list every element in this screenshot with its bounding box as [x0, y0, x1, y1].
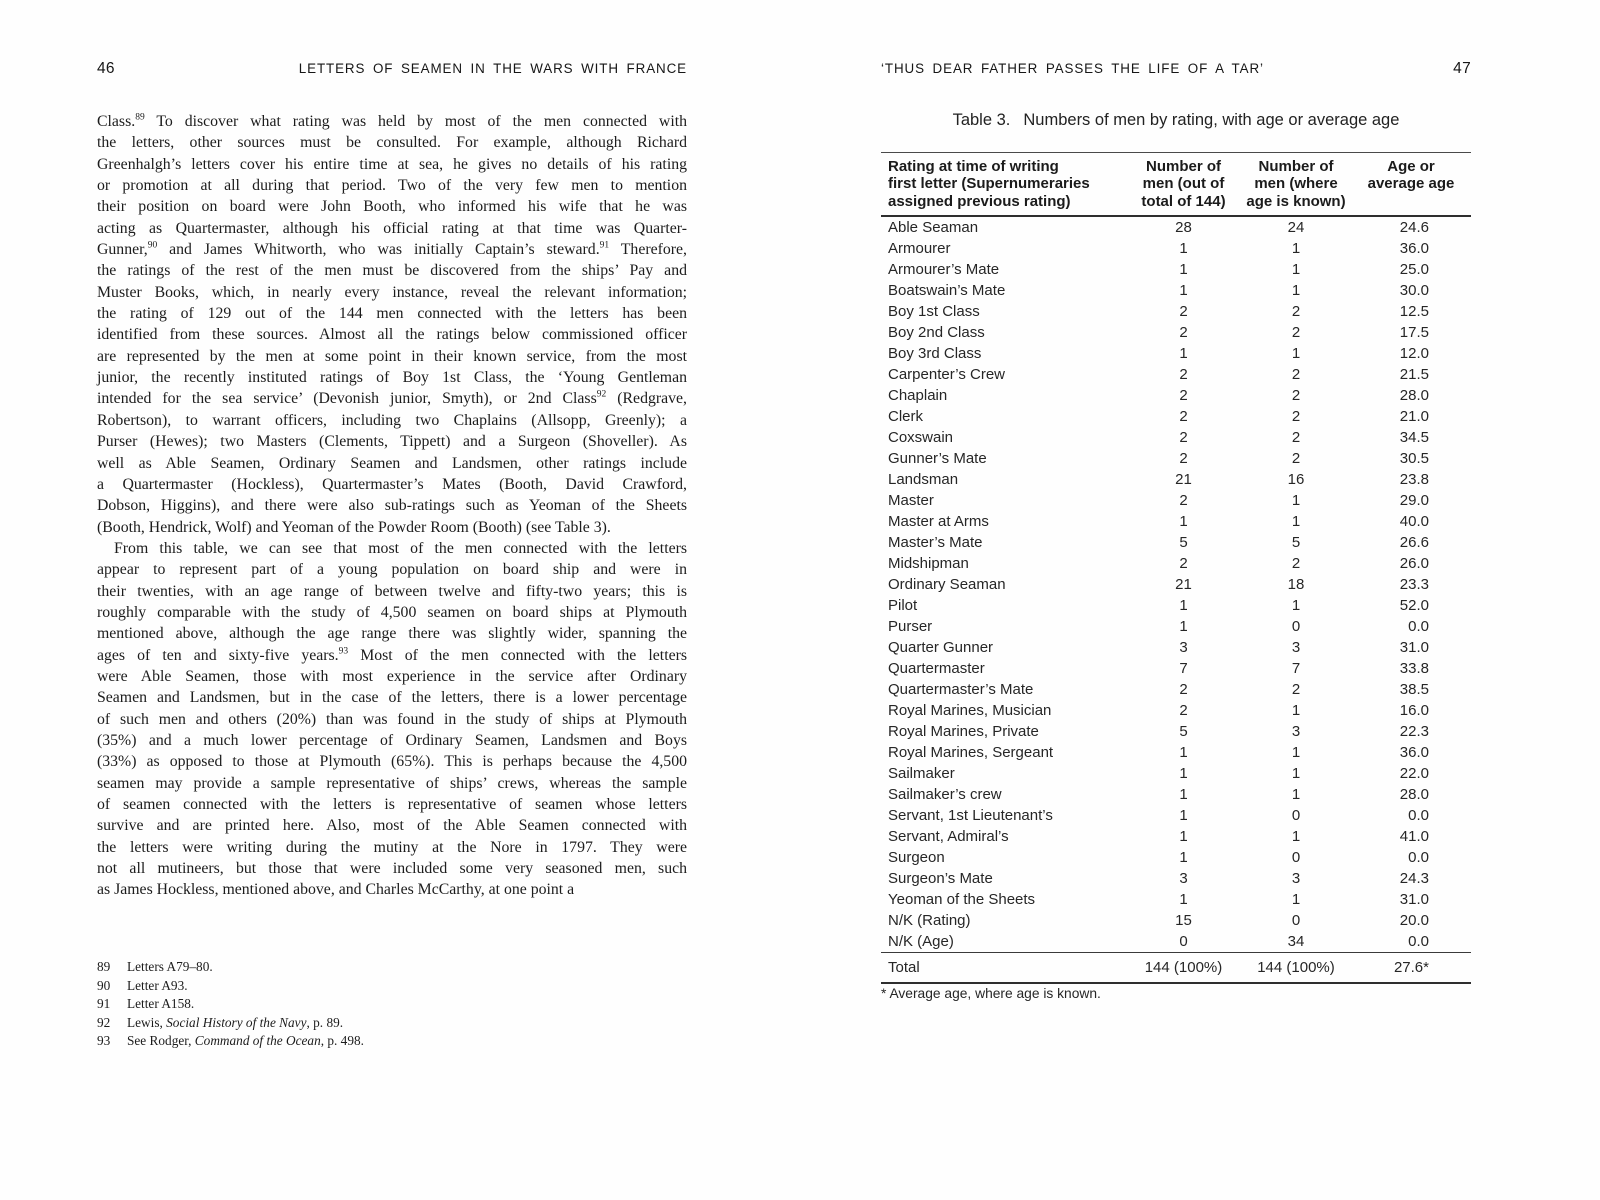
body-line: Muster Books, which, in nearly every instance, reveal the relevant information;	[97, 283, 687, 301]
header-line: Age or	[1387, 158, 1435, 175]
cell-n-total: 2	[1179, 365, 1188, 383]
footnote-ref: 93	[338, 646, 349, 657]
cell-n-total: 1	[1179, 344, 1188, 362]
table-row	[881, 616, 1471, 637]
cell-n-known: 1	[1291, 491, 1301, 509]
cell-rating: Servant, Admiral’s	[888, 827, 1009, 845]
table-row	[881, 490, 1471, 511]
body-line: seamen may provide a sample representative of ships’ crews, whereas the sample	[97, 774, 687, 792]
cell-n-total: 1	[1179, 617, 1188, 635]
body-line: or promotion at all during that period. Two of the very few men to mention	[97, 177, 687, 195]
header-line: total of 144)	[1141, 192, 1226, 210]
cell-n-known: 1	[1291, 701, 1301, 719]
table-row	[881, 301, 1471, 322]
cell-n-total: 1	[1179, 827, 1188, 845]
cell-n-total: 3	[1179, 638, 1188, 656]
cell-n-known: 0	[1291, 911, 1301, 929]
cell-rating: Pilot	[888, 596, 918, 614]
cell-rating: Clerk	[888, 407, 924, 425]
body-line: Gunner,$^{90}$ and James Whitworth, who was initially Captain’s steward.$^{91}$ Therefore,	[97, 240, 687, 259]
footnote-item	[97, 1032, 687, 1051]
cell-age: 30.0	[1399, 281, 1429, 299]
header-line: men (where	[1254, 175, 1338, 193]
footnote-number: 91	[97, 996, 111, 1012]
table-row	[881, 406, 1471, 427]
cell-rating: Surgeon	[888, 848, 945, 866]
cell-rating: Armourer	[888, 239, 951, 257]
cell-rating: Surgeon’s Mate	[888, 869, 993, 887]
body-line: intended for the sea service’ (Devonish junior, Smyth), or 2nd Class$^{92}$ (Redgrave,	[97, 390, 687, 408]
cell-n-known: 0	[1291, 617, 1301, 635]
footnote-ref: 92	[596, 390, 607, 401]
cell-n-total: 1	[1179, 848, 1188, 866]
header-line: Number of	[1258, 158, 1334, 175]
cell-age: 0.0	[1408, 848, 1429, 866]
cell-n-total: 3	[1179, 869, 1188, 887]
cell-age: 0.0	[1408, 617, 1429, 635]
body-line: appear to represent part of a young population on board ship and were in	[97, 561, 687, 579]
cell-rating: N/K (Rating)	[888, 911, 971, 929]
body-line: were Able Seamen, those with most experience in the service after Ordinary	[97, 667, 687, 685]
header-cell-men-age-known	[1241, 158, 1351, 210]
body-line: (35%) and a much lower percentage of Ordinary Seamen, Landsmen and Boys	[97, 731, 687, 749]
body-line: identified from these sources. Almost all the ratings below commissioned officer	[97, 326, 687, 344]
cell-rating: Boy 2nd Class	[888, 323, 985, 341]
table-row	[881, 805, 1471, 826]
footnote-text: Lewis, Social History of the Navy, p. 89.	[127, 1014, 344, 1030]
cell-age: 26.0	[1399, 554, 1429, 572]
cell-n-total: 7	[1179, 659, 1188, 677]
cell-age: 20.0	[1399, 911, 1429, 929]
footnote-number: 92	[97, 1014, 111, 1030]
cell-n-total: 1	[1179, 239, 1188, 257]
cell-n-known: 2	[1291, 386, 1301, 404]
table-row	[881, 826, 1471, 847]
cell-n-total: 2	[1179, 323, 1188, 341]
cell-age: 23.3	[1399, 575, 1429, 593]
cell-age: 28.0	[1399, 785, 1429, 803]
table-row	[881, 910, 1471, 931]
cell-n-known: 2	[1291, 365, 1301, 383]
footnote-number: 90	[97, 977, 111, 993]
cell-age: 12.5	[1399, 302, 1429, 320]
footnote-item	[97, 995, 687, 1014]
cell-n-total: 1	[1179, 596, 1188, 614]
cell-age: 36.0	[1399, 239, 1429, 257]
right-page-header	[881, 60, 1471, 78]
table-row	[881, 532, 1471, 553]
cell-n-total: 2	[1179, 386, 1188, 404]
table-row	[881, 238, 1471, 259]
cell-n-known: 24	[1287, 218, 1305, 236]
cell-n-known: 1	[1291, 260, 1301, 278]
left-page-header	[97, 60, 687, 78]
cell-age: 40.0	[1399, 512, 1429, 530]
body-line: Greenhalgh’s letters cover his entire time at sea, he gives no details of his rating	[97, 155, 687, 173]
italic-title: Command of the Ocean	[194, 1033, 321, 1049]
cell-n-total: 2	[1179, 407, 1188, 425]
table-row	[881, 868, 1471, 889]
cell-age: 33.8	[1399, 659, 1429, 677]
table-row	[881, 385, 1471, 406]
body-line: (33%) as opposed to those at Plymouth (65%). This is perhaps because the 4,500	[97, 753, 687, 771]
table-row	[881, 658, 1471, 679]
footnote-ref: 91	[599, 240, 610, 251]
body-line: the rating of 129 out of the 144 men connected with the letters has been	[97, 305, 687, 323]
cell-n-total: 2	[1179, 428, 1188, 446]
cell-age: 34.5	[1399, 428, 1429, 446]
cell-n-known: 1	[1291, 827, 1301, 845]
cell-rating: Ordinary Seaman	[888, 575, 1006, 593]
cell-n-known: 1	[1291, 743, 1301, 761]
cell-age: 24.3	[1399, 869, 1429, 887]
cell-n-total: 2	[1179, 449, 1188, 467]
cell-n-known: 7	[1291, 659, 1301, 677]
table-caption: Numbers of men by rating, with age or average age	[1023, 111, 1400, 129]
header-line: assigned previous rating)	[888, 192, 1071, 210]
cell-n-known: 1	[1291, 239, 1301, 257]
cell-rating: Master	[888, 491, 934, 509]
cell-age: 26.6	[1399, 533, 1429, 551]
footnote-item	[97, 1014, 687, 1033]
footnote-text: Letters A79–80.	[127, 959, 213, 974]
footnote-number: 89	[97, 959, 111, 974]
header-line: Rating at time of writing	[888, 158, 1059, 175]
cell-n-known: 1	[1291, 890, 1301, 908]
table-row	[881, 889, 1471, 910]
body-line: the letters were writing during the mutiny at the Nore in 1797. They were	[97, 838, 687, 856]
total-n-known: 144 (100%)	[1257, 958, 1335, 976]
table-row	[881, 553, 1471, 574]
table-row	[881, 679, 1471, 700]
cell-n-total: 2	[1179, 701, 1188, 719]
cell-rating: Sailmaker’s crew	[888, 785, 1002, 803]
body-line: From this table, we can see that most of the men connected with the letters	[114, 539, 687, 557]
cell-n-known: 16	[1287, 470, 1305, 488]
cell-age: 23.8	[1399, 470, 1429, 488]
footnote-item	[97, 958, 687, 977]
body-line: their twenties, with an age range of between twelve and fifty-two years; this is	[97, 582, 687, 600]
body-line: survive and are printed here. Also, most of the Able Seamen connected with	[97, 817, 687, 835]
body-line: junior, the recently instituted ratings of Boy 1st Class, the ‘Young Gentleman	[97, 369, 687, 387]
table-row	[881, 595, 1471, 616]
body-line: their position on board were John Booth, who informed his wife that he was	[97, 198, 687, 216]
cell-age: 41.0	[1399, 827, 1429, 845]
cell-n-total: 1	[1179, 806, 1188, 824]
cell-n-total: 15	[1175, 911, 1192, 929]
cell-n-known: 1	[1291, 785, 1301, 803]
body-line: acting as Quartermaster, although his official rating at that time was Quarter-	[97, 219, 687, 237]
cell-n-total: 5	[1179, 533, 1188, 551]
body-line: are represented by the men at some point in their known service, from the most	[97, 347, 687, 365]
table-row	[881, 427, 1471, 448]
cell-n-total: 21	[1175, 470, 1192, 488]
table-row	[881, 259, 1471, 280]
cell-age: 17.5	[1399, 323, 1429, 341]
footnote-number: 93	[97, 1033, 111, 1049]
cell-n-known: 2	[1291, 428, 1301, 446]
cell-n-total: 2	[1179, 302, 1188, 320]
body-line: the letters, other sources must be consulted. For example, although Richard	[97, 134, 687, 152]
cell-n-known: 2	[1291, 407, 1301, 425]
footnote-list	[97, 958, 687, 1051]
cell-n-known: 2	[1291, 323, 1301, 341]
body-line: of such men and others (20%) than was found in the study of ships at Plymouth	[97, 710, 687, 728]
cell-n-known: 0	[1291, 806, 1301, 824]
footnote-text: See Rodger, Command of the Ocean, p. 498.	[127, 1033, 364, 1049]
cell-n-total: 1	[1179, 743, 1188, 761]
cell-n-known: 3	[1291, 722, 1301, 740]
cell-n-known: 0	[1291, 848, 1301, 866]
cell-rating: Coxswain	[888, 428, 954, 446]
cell-n-total: 1	[1179, 764, 1188, 782]
cell-age: 28.0	[1399, 386, 1429, 404]
table-row	[881, 721, 1471, 742]
header-line: first letter (Supernumeraries	[888, 175, 1090, 193]
table-row	[881, 637, 1471, 658]
body-line: Seamen and Landsmen, but in the case of the letters, there is a lower percentage	[97, 689, 687, 707]
cell-rating: Purser	[888, 617, 933, 635]
cell-rating: Quarter Gunner	[888, 638, 994, 656]
cell-n-total: 1	[1179, 260, 1188, 278]
cell-n-total: 5	[1179, 722, 1188, 740]
cell-rating: Master’s Mate	[888, 533, 983, 551]
table-title	[881, 111, 1471, 130]
body-line: ages of ten and sixty-five years.$^{93}$ Most of the men connected with the letters	[97, 646, 687, 664]
cell-n-total: 1	[1179, 785, 1188, 803]
table-row	[881, 763, 1471, 784]
cell-n-total: 2	[1179, 491, 1188, 509]
header-line: Number of	[1146, 158, 1221, 175]
cell-rating: Royal Marines, Sergeant	[888, 743, 1054, 761]
body-line: as James Hockless, mentioned above, and Charles McCarthy, at one point a	[97, 881, 575, 899]
table-row	[881, 511, 1471, 532]
table-row	[881, 322, 1471, 343]
total-label: Total	[888, 958, 920, 976]
cell-age: 38.5	[1399, 680, 1429, 698]
cell-rating: Armourer’s Mate	[888, 260, 1000, 278]
table-row	[881, 364, 1471, 385]
cell-n-known: 2	[1291, 449, 1301, 467]
cell-n-known: 34	[1287, 932, 1305, 950]
cell-age: 31.0	[1399, 638, 1429, 656]
cell-rating: N/K (Age)	[888, 932, 954, 950]
table-total-row	[881, 952, 1471, 984]
cell-rating: Able Seaman	[888, 218, 979, 236]
cell-n-total: 0	[1179, 932, 1188, 950]
total-n-total: 144 (100%)	[1144, 958, 1223, 976]
header-cell-men-total	[1126, 158, 1241, 210]
table-row	[881, 448, 1471, 469]
cell-age: 0.0	[1408, 932, 1429, 950]
cell-n-known: 18	[1287, 575, 1305, 593]
table-footnote: * Average age, where age is known.	[881, 986, 1101, 1001]
header-line: average age	[1367, 175, 1455, 193]
body-line: of seamen connected with the letters is representative of seamen whose letters	[97, 796, 687, 813]
cell-age: 29.0	[1399, 491, 1429, 509]
table-row	[881, 742, 1471, 763]
body-line: Class.$^{89}$ To discover what rating was held by most of the men connected with	[97, 112, 687, 130]
cell-n-known: 2	[1291, 680, 1301, 698]
cell-rating: Yeoman of the Sheets	[888, 890, 1036, 908]
body-line: roughly comparable with the study of 4,500 seamen on board ships at Plymouth	[97, 603, 687, 621]
cell-n-total: 2	[1179, 554, 1188, 572]
cell-n-known: 5	[1291, 533, 1301, 551]
cell-n-known: 1	[1291, 281, 1301, 299]
cell-age: 31.0	[1399, 890, 1429, 908]
cell-rating: Quartermaster	[888, 659, 985, 677]
footnote-text: Letter A158.	[127, 996, 195, 1012]
cell-n-known: 2	[1291, 554, 1301, 572]
ratings-table	[881, 152, 1471, 984]
footnote-ref: 89	[135, 112, 145, 123]
body-line: well as Able Seamen, Ordinary Seamen and Landsmen, other ratings include	[97, 454, 687, 472]
cell-rating: Carpenter’s Crew	[888, 365, 1005, 383]
cell-age: 22.3	[1399, 722, 1429, 740]
body-line: (Booth, Hendrick, Wolf) and Yeoman of the Powder Room (Booth) (see Table 3).	[97, 518, 611, 536]
cell-n-total: 28	[1175, 218, 1192, 236]
cell-n-known: 1	[1291, 344, 1301, 362]
table-row	[881, 343, 1471, 364]
cell-age: 30.5	[1399, 449, 1429, 467]
cell-rating: Sailmaker	[888, 764, 955, 782]
cell-n-total: 21	[1175, 575, 1192, 593]
table-row	[881, 847, 1471, 868]
body-line: Purser (Hewes); two Masters (Clements, Tippett) and a Surgeon (Shoveller). As	[97, 433, 687, 451]
cell-n-total: 2	[1179, 680, 1188, 698]
right-running-head: ‘THUS DEAR FATHER PASSES THE LIFE OF A TAR’	[881, 61, 1264, 76]
cell-n-total: 1	[1179, 512, 1188, 530]
cell-age: 52.0	[1399, 596, 1429, 614]
header-cell-rating	[881, 158, 1126, 210]
table-row	[881, 469, 1471, 490]
cell-rating: Landsman	[888, 470, 959, 488]
body-line: the ratings of the rest of the men must be discovered from the ships’ Pay and	[97, 262, 687, 280]
cell-age: 21.0	[1399, 407, 1429, 425]
table-number-label: Table 3.	[952, 111, 1011, 129]
cell-rating: Chaplain	[888, 386, 948, 404]
body-line: Robertson), to warrant officers, including two Chaplains (Allsopp, Greenly); a	[97, 411, 687, 429]
body-line: mentioned above, although the age range there was slightly wider, spanning the	[97, 625, 687, 643]
footnote-item	[97, 977, 687, 996]
table-row	[881, 574, 1471, 595]
table-row	[881, 784, 1471, 805]
cell-n-known: 1	[1291, 512, 1301, 530]
cell-rating: Servant, 1st Lieutenant’s	[888, 806, 1053, 824]
footnote-text: Letter A93.	[127, 977, 188, 993]
cell-n-known: 1	[1291, 764, 1301, 782]
cell-n-known: 3	[1291, 869, 1301, 887]
body-line: Dobson, Higgins), and there were also sub-ratings such as Yeoman of the Sheets	[97, 497, 687, 515]
table-row	[881, 217, 1471, 238]
left-running-head: LETTERS OF SEAMEN IN THE WARS WITH FRANCE	[298, 61, 687, 76]
cell-rating: Royal Marines, Private	[888, 722, 1039, 740]
cell-n-known: 3	[1291, 638, 1301, 656]
cell-age: 22.0	[1399, 764, 1429, 782]
cell-n-total: 1	[1179, 281, 1188, 299]
cell-n-known: 2	[1291, 302, 1301, 320]
table-row	[881, 931, 1471, 952]
cell-rating: Master at Arms	[888, 512, 989, 530]
right-folio: 47	[1453, 60, 1471, 77]
footnote-ref: 90	[147, 240, 158, 251]
body-text	[97, 111, 687, 901]
cell-rating: Quartermaster’s Mate	[888, 680, 1034, 698]
header-line: men (out of	[1142, 175, 1225, 193]
header-cell-age	[1351, 158, 1471, 210]
cell-age: 21.5	[1399, 365, 1429, 383]
table-header-row	[881, 153, 1471, 217]
cell-age: 25.0	[1399, 260, 1429, 278]
cell-n-known: 1	[1291, 596, 1301, 614]
cell-age: 36.0	[1399, 743, 1429, 761]
table-row	[881, 280, 1471, 301]
cell-rating: Boy 1st Class	[888, 302, 980, 320]
cell-age: 16.0	[1399, 701, 1429, 719]
table-body	[881, 217, 1471, 952]
cell-rating: Gunner’s Mate	[888, 449, 987, 467]
header-line: age is known)	[1246, 192, 1346, 210]
cell-rating: Midshipman	[888, 554, 969, 572]
left-folio: 46	[97, 60, 115, 77]
cell-n-total: 1	[1179, 890, 1188, 908]
cell-age: 12.0	[1399, 344, 1429, 362]
italic-title: Social History of the Navy	[166, 1014, 307, 1030]
cell-age: 0.0	[1408, 806, 1429, 824]
body-line: not all mutineers, but those that were included some very seasoned men, such	[97, 860, 687, 878]
total-age: 27.6*	[1393, 958, 1429, 976]
cell-rating: Boy 3rd Class	[888, 344, 982, 362]
table-row	[881, 700, 1471, 721]
cell-age: 24.6	[1399, 218, 1429, 236]
cell-rating: Royal Marines, Musician	[888, 701, 1052, 719]
body-line: a Quartermaster (Hockless), Quartermaster’s Mates (Booth, David Crawford,	[97, 475, 687, 493]
cell-rating: Boatswain’s Mate	[888, 281, 1006, 299]
